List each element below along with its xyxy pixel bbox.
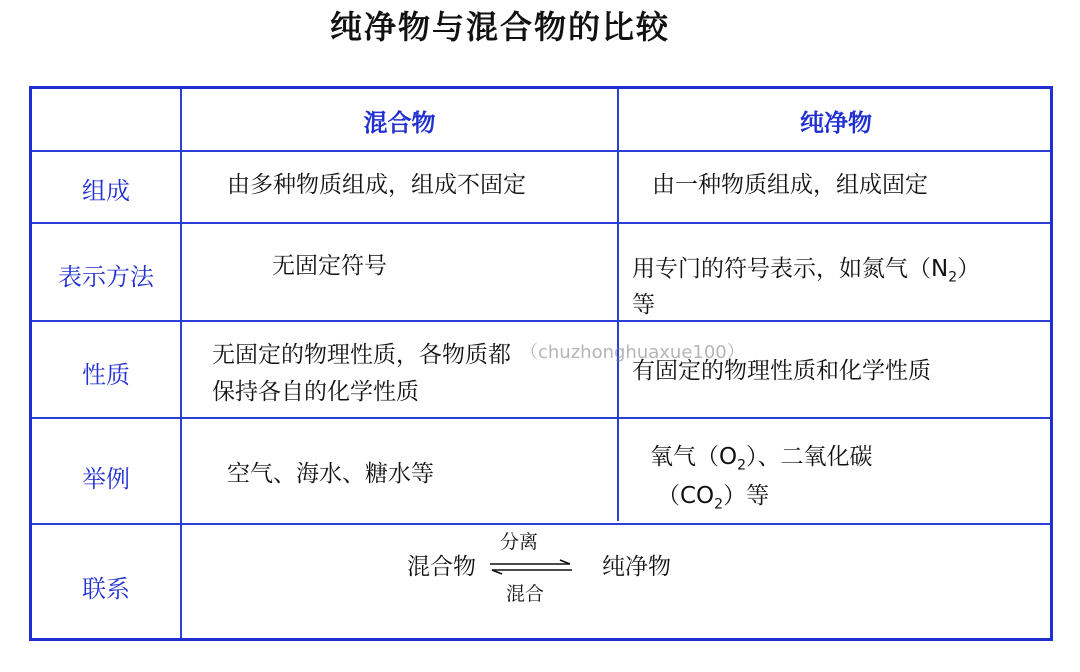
properties-pure: 有固定的物理性质和化学性质 (632, 358, 931, 384)
examples-pure-line1: 氧气$(O_2)$、二氧化碳 (650, 444, 873, 474)
examples-mixture: 空气、海水、糖水等 (227, 461, 434, 487)
column-divider-2 (617, 89, 619, 521)
row-divider-3 (32, 320, 1050, 322)
row-divider-1 (32, 150, 1050, 152)
row-divider-4 (32, 417, 1050, 419)
arrow-label-mix: 混合 (506, 583, 545, 605)
row-divider-2 (32, 222, 1050, 224)
row-divider-5 (32, 523, 1050, 525)
row-label-representation: 表示方法 (58, 263, 154, 291)
composition-mixture: 由多种物质组成，组成不固定 (227, 172, 526, 198)
properties-mixture-line2: 保持各自的化学性质 (212, 379, 419, 405)
examples-pure-line2: $(CO_2)$等 (657, 483, 770, 513)
representation-pure-line2: 等 (632, 292, 655, 318)
watermark: （chuzhonghuaxue100） (520, 342, 745, 363)
reversible-arrow-icon (488, 559, 574, 575)
page-title: 纯净物与混合物的比较 (329, 8, 670, 46)
properties-mixture-line1: 无固定的物理性质，各物质都 (212, 342, 511, 368)
row-label-relationship: 联系 (82, 575, 130, 603)
composition-pure: 由一种物质组成，组成固定 (652, 172, 928, 198)
relationship-mixture: 混合物 (407, 554, 476, 580)
relationship-pure: 纯净物 (602, 554, 671, 580)
header-pure: 纯净物 (800, 109, 872, 137)
representation-mixture: 无固定符号 (272, 253, 387, 279)
row-label-composition: 组成 (82, 177, 130, 205)
representation-pure-line1: 用专门的符号表示，如氮气$(N_2)$ (632, 256, 981, 286)
row-label-examples: 举例 (82, 465, 130, 493)
header-mixture: 混合物 (363, 109, 436, 137)
arrow-label-separate: 分离 (500, 531, 539, 553)
row-label-properties: 性质 (82, 361, 130, 389)
column-divider-1 (180, 89, 182, 638)
